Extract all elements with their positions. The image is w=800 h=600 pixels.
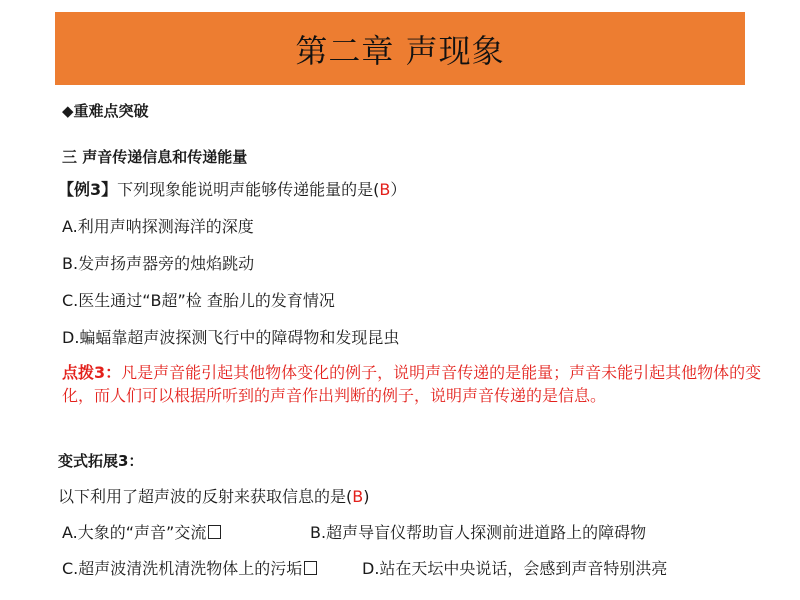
example-option-a: A.利用声呐探测海洋的深度 — [62, 217, 254, 236]
extension-answer: B — [352, 487, 364, 506]
example-close: ） — [390, 180, 407, 199]
extension-heading: 变式拓展3： — [58, 452, 144, 470]
hint-paragraph — [62, 361, 762, 407]
extension-option-c — [62, 556, 317, 579]
example-tag: 【例3】 — [58, 180, 118, 199]
hint-text: 凡是声音能引起其他物体变化的例子，说明声音传递的是能量；声音未能引起其他物体的变化，而人们可以根据所听到的声音作出判断的例子，说明声音传递的是信息。 — [62, 363, 762, 405]
example-option-c: C.医生通过“B超”检 查胎儿的发育情况 — [62, 291, 335, 310]
extension-option-a-text: A.大象的“声音”交流 — [62, 523, 207, 542]
example-option-d: D.蝙蝠靠超声波探测飞行中的障碍物和发现昆虫 — [62, 328, 400, 347]
topic-heading: 三 声音传递信息和传递能量 — [62, 148, 248, 166]
extension-option-a — [62, 520, 221, 543]
checkbox-icon — [304, 561, 317, 575]
example-option-b: B.发声扬声器旁的烛焰跳动 — [62, 254, 255, 273]
title-bar — [55, 12, 745, 85]
hint-label: 点拨3： — [62, 363, 122, 382]
extension-question — [58, 484, 369, 507]
section-heading: ◆重难点突破 — [62, 102, 149, 120]
extension-option-d: D.站在天坛中央说话，会感到声音特别洪亮 — [362, 559, 668, 578]
example-question-text: 下列现象能说明声能够传递能量的是( — [117, 180, 380, 199]
extension-option-b: B.超声导盲仪帮助盲人探测前进道路上的障碍物 — [310, 523, 647, 542]
example-question — [58, 177, 406, 200]
example-answer: B — [379, 180, 391, 199]
extension-question-text: 以下利用了超声波的反射来获取信息的是( — [58, 487, 353, 506]
extension-close: ) — [363, 487, 370, 506]
checkbox-icon — [208, 525, 221, 539]
extension-option-c-text: C.超声波清洗机清洗物体上的污垢 — [62, 559, 303, 578]
page-title: 第二章 声现象 — [295, 31, 505, 70]
